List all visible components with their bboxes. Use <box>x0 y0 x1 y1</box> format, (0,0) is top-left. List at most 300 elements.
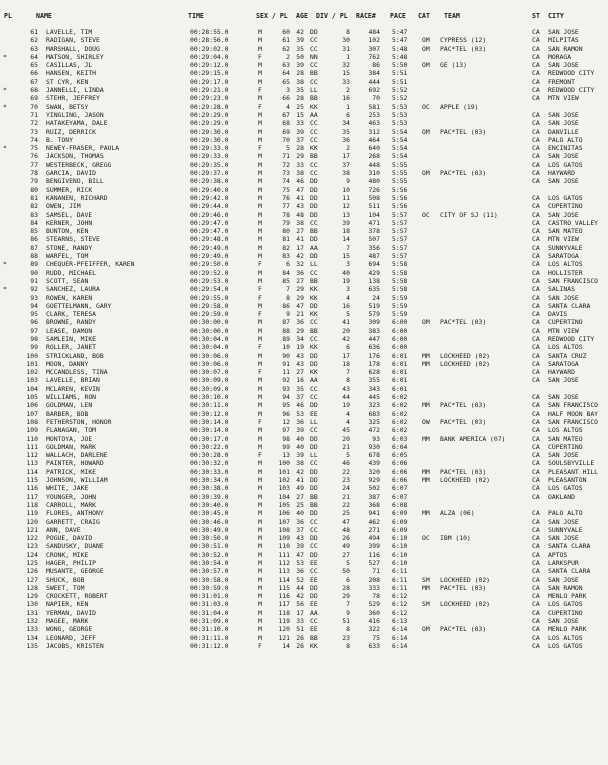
row-place: 86 <box>30 235 38 244</box>
table-row <box>0 36 608 44</box>
row-name: STEHR, JEFFREY <box>46 94 100 103</box>
row-name: YOUNGER, JOHN <box>46 492 97 501</box>
row-sex-place: 96 <box>282 409 290 418</box>
row-division-place: 39 <box>342 218 350 227</box>
row-place: 94 <box>30 301 38 310</box>
row-division: KK <box>310 293 318 302</box>
row-name: PAINTER, HOWARD <box>46 459 104 468</box>
row-time: 00:29:58.0 <box>190 301 229 310</box>
row-division: DD <box>310 28 318 36</box>
row-age: 19 <box>296 343 304 352</box>
row-age: 40 <box>296 434 304 443</box>
row-division: DD <box>310 359 318 368</box>
row-time: 00:31:04.0 <box>190 608 229 617</box>
row-time: 00:30:51.0 <box>190 542 229 551</box>
row-race-number: 102 <box>368 36 380 45</box>
row-sex: M <box>258 476 262 485</box>
row-division-place: 40 <box>342 268 350 277</box>
row-sex-place: 71 <box>282 152 290 161</box>
row-division: AA <box>310 376 318 385</box>
row-place: 118 <box>26 500 38 509</box>
table-row <box>0 61 608 69</box>
row-state: CA <box>532 633 540 642</box>
row-city: SAN RAMON <box>548 44 583 53</box>
row-team: IBM (10) <box>440 534 471 543</box>
row-state: CA <box>532 252 540 261</box>
row-division: CC <box>310 617 318 626</box>
row-race-number: 116 <box>368 550 380 559</box>
row-pace: 6:05 <box>392 451 408 460</box>
row-city: SAN JOSE <box>548 61 579 70</box>
row-division: EE <box>310 575 318 584</box>
row-division-place: 48 <box>342 525 350 534</box>
row-age: 29 <box>296 326 304 335</box>
row-city: SARATOGA <box>548 359 579 368</box>
row-race-number: 762 <box>368 52 380 61</box>
row-name: MAGEE, MARK <box>46 617 89 626</box>
row-division: CC <box>310 36 318 45</box>
row-state: CA <box>532 442 540 451</box>
row-pace: 6:02 <box>392 393 408 402</box>
row-age: 42 <box>296 467 304 476</box>
row-sex: M <box>258 567 262 576</box>
row-division: KK <box>310 310 318 319</box>
row-name: YINGLING, JASON <box>46 110 104 119</box>
row-division: BB <box>310 152 318 161</box>
row-name: SAMSEL, DAVE <box>46 210 93 219</box>
row-age: 38 <box>296 169 304 178</box>
row-pace: 5:47 <box>392 28 408 36</box>
table-row <box>0 609 608 617</box>
row-place: 101 <box>26 359 38 368</box>
row-sex-place: 98 <box>282 434 290 443</box>
row-division-place: 6 <box>346 575 350 584</box>
row-age: 39 <box>296 451 304 460</box>
row-name: PATRICK, MIKE <box>46 467 97 476</box>
row-time: 00:30:14.0 <box>190 426 229 435</box>
row-place: 97 <box>30 326 38 335</box>
row-sex: M <box>258 268 262 277</box>
row-pace: 6:10 <box>392 550 408 559</box>
row-category: OM <box>422 625 430 634</box>
row-division-place: 25 <box>342 509 350 518</box>
row-name: HANSEN, KEITH <box>46 69 97 78</box>
header-div-pl: DIV / PL <box>316 12 348 20</box>
row-sex: F <box>258 417 262 426</box>
row-time: 00:30:58.0 <box>190 575 229 584</box>
row-state: CA <box>532 69 540 78</box>
row-time: 00:30:28.0 <box>190 451 229 460</box>
table-row <box>0 260 608 268</box>
row-place: 108 <box>26 417 38 426</box>
row-city: SAN FRANCISCO <box>548 417 599 426</box>
row-age: 52 <box>296 575 304 584</box>
row-team: APPLE (19) <box>440 102 479 111</box>
row-division-place: 18 <box>342 227 350 236</box>
row-name: GOLDMAN, MARK <box>46 442 97 451</box>
row-state: CA <box>532 177 540 186</box>
row-place: 80 <box>30 185 38 194</box>
row-name: WHITE, JAKE <box>46 484 89 493</box>
table-row <box>0 86 608 94</box>
row-age: 27 <box>296 276 304 285</box>
table-row <box>0 78 608 86</box>
row-race-number: 633 <box>368 641 380 650</box>
row-sex-place: 8 <box>286 293 290 302</box>
row-time: 00:28:55.0 <box>190 28 229 36</box>
row-age: 41 <box>296 476 304 485</box>
row-race-number: 494 <box>368 534 380 543</box>
row-time: 00:29:40.0 <box>190 185 229 194</box>
row-sex: M <box>258 550 262 559</box>
row-sex-place: 69 <box>282 127 290 136</box>
row-race-number: 322 <box>368 625 380 634</box>
row-time: 00:31:12.0 <box>190 641 229 650</box>
row-race-number: 472 <box>368 426 380 435</box>
row-race-number: 271 <box>368 525 380 534</box>
row-pace: 5:58 <box>392 260 408 269</box>
row-place: 93 <box>30 293 38 302</box>
table-row <box>0 534 608 542</box>
row-category: MM <box>422 434 430 443</box>
row-place: 90 <box>30 268 38 277</box>
table-row <box>0 194 608 202</box>
row-place: 128 <box>26 583 38 592</box>
row-sex: M <box>258 69 262 78</box>
row-time: 00:29:23.0 <box>190 94 229 103</box>
row-sex: M <box>258 525 262 534</box>
row-team: PAC*TEL (03) <box>440 44 487 53</box>
row-sex-place: 79 <box>282 218 290 227</box>
row-name: ROLLER, JANET <box>46 343 97 352</box>
row-division-place: 43 <box>342 384 350 393</box>
row-race-number: 178 <box>368 359 380 368</box>
row-sex-place: 82 <box>282 243 290 252</box>
row-time: 00:29:29.0 <box>190 119 229 128</box>
row-race-number: 268 <box>368 152 380 161</box>
table-row <box>0 476 608 484</box>
row-age: 34 <box>296 334 304 343</box>
row-place: 114 <box>26 467 38 476</box>
row-state: CA <box>532 127 540 136</box>
row-city: PALO ALTO <box>548 509 583 518</box>
row-division: CC <box>310 334 318 343</box>
row-pace: 5:59 <box>392 301 408 310</box>
row-sex: M <box>258 127 262 136</box>
row-division-place: 23 <box>342 476 350 485</box>
row-sex: M <box>258 44 262 53</box>
row-city: LOS GATOS <box>548 193 583 202</box>
row-sex: M <box>258 94 262 103</box>
row-city: SAN JOSE <box>548 28 579 36</box>
row-state: CA <box>532 268 540 277</box>
row-name: LEASE, DAMON <box>46 326 93 335</box>
row-sex-place: 68 <box>282 119 290 128</box>
row-state: CA <box>532 44 540 53</box>
row-division: NN <box>310 52 318 61</box>
table-row <box>0 376 608 384</box>
row-city: SOULSBYVILLE <box>548 459 595 468</box>
row-race-number: 636 <box>368 343 380 352</box>
row-division-place: 15 <box>342 252 350 261</box>
row-race-number: 253 <box>368 110 380 119</box>
table-row <box>0 526 608 534</box>
row-sex-place: 2 <box>286 52 290 61</box>
row-state: CA <box>532 393 540 402</box>
row-race-number: 930 <box>368 442 380 451</box>
row-division-place: 35 <box>342 127 350 136</box>
row-sex: F <box>258 293 262 302</box>
table-row <box>0 426 608 434</box>
row-time: 00:30:50.0 <box>190 534 229 543</box>
row-state: CA <box>532 525 540 534</box>
row-sex-place: 10 <box>282 343 290 352</box>
row-division-place: 20 <box>342 326 350 335</box>
row-division-place: 17 <box>342 152 350 161</box>
row-name: YERMAN, DAVID <box>46 608 97 617</box>
row-race-number: 24 <box>372 293 380 302</box>
row-pace: 6:00 <box>392 326 408 335</box>
row-place: 107 <box>26 409 38 418</box>
row-place: 71 <box>30 110 38 119</box>
row-time: 00:29:59.0 <box>190 310 229 319</box>
row-division: AA <box>310 608 318 617</box>
row-age: 42 <box>296 252 304 261</box>
row-division: LL <box>310 86 318 95</box>
row-state: CA <box>532 310 540 319</box>
row-division: BB <box>310 633 318 642</box>
row-place: 77 <box>30 160 38 169</box>
row-pace: 6:09 <box>392 525 408 534</box>
table-row <box>0 277 608 285</box>
row-sex: M <box>258 334 262 343</box>
row-race-number: 694 <box>368 260 380 269</box>
row-place: 89 <box>30 260 38 269</box>
row-division: KK <box>310 144 318 153</box>
row-sex: M <box>258 542 262 551</box>
row-race-number: 464 <box>368 135 380 144</box>
row-race-number: 320 <box>368 467 380 476</box>
row-sex: M <box>258 252 262 261</box>
table-row <box>0 136 608 144</box>
row-pace: 6:12 <box>392 608 408 617</box>
row-age: 41 <box>296 235 304 244</box>
row-division: DD <box>310 592 318 601</box>
row-city: SAN JOSE <box>548 152 579 161</box>
row-name: ROWEN, KAREN <box>46 293 93 302</box>
row-place: 95 <box>30 310 38 319</box>
row-city: HAYWARD <box>548 169 575 178</box>
row-race-number: 312 <box>368 127 380 136</box>
row-category: SM <box>422 600 430 609</box>
row-division-place: 14 <box>342 235 350 244</box>
row-race-number: 929 <box>368 476 380 485</box>
row-age: 51 <box>296 625 304 634</box>
table-row <box>0 484 608 492</box>
row-sex: M <box>258 77 262 86</box>
row-name: CLARK, TERESA <box>46 310 97 319</box>
row-sex: M <box>258 36 262 45</box>
row-category: OC <box>422 102 430 111</box>
row-race-number: 447 <box>368 334 380 343</box>
row-age: 53 <box>296 409 304 418</box>
row-pace: 5:54 <box>392 144 408 153</box>
row-division: BB <box>310 492 318 501</box>
row-division: EE <box>310 600 318 609</box>
row-city: LOS ALTOS <box>548 633 583 642</box>
row-pace: 6:09 <box>392 509 408 518</box>
row-name: HAGER, PHILIP <box>46 559 97 567</box>
row-division-place: 18 <box>342 359 350 368</box>
row-sex-place: 76 <box>282 193 290 202</box>
row-state: CA <box>532 459 540 468</box>
row-sex: M <box>258 202 262 211</box>
row-sex-place: 90 <box>282 351 290 360</box>
row-pace: 5:57 <box>392 210 408 219</box>
table-row <box>0 119 608 127</box>
row-city: SAN JOSE <box>548 110 579 119</box>
row-place: 82 <box>30 202 38 211</box>
row-place: 102 <box>26 368 38 377</box>
row-state: CA <box>532 135 540 144</box>
row-age: 46 <box>296 177 304 186</box>
row-place: 69 <box>30 94 38 103</box>
row-pace: 5:56 <box>392 193 408 202</box>
row-city: SARATOGA <box>548 252 579 261</box>
row-name: ST CYR, KEN <box>46 77 89 86</box>
row-division-place: 6 <box>346 110 350 119</box>
row-place: 85 <box>30 227 38 236</box>
table-row <box>0 435 608 443</box>
row-time: 00:29:12.0 <box>190 61 229 70</box>
row-sex: F <box>258 285 262 294</box>
row-division-place: 36 <box>342 135 350 144</box>
row-category: OM <box>422 169 430 178</box>
header-pace: PACE <box>390 12 406 20</box>
row-age: 28 <box>296 69 304 78</box>
row-time: 00:30:34.0 <box>190 476 229 485</box>
row-sex: F <box>258 368 262 377</box>
row-pace: 6:02 <box>392 409 408 418</box>
row-division-place: 11 <box>342 193 350 202</box>
row-pace: 6:08 <box>392 500 408 509</box>
row-race-number: 471 <box>368 218 380 227</box>
table-row <box>0 385 608 393</box>
row-state: CA <box>532 617 540 626</box>
row-state: CA <box>532 235 540 244</box>
row-sex: M <box>258 276 262 285</box>
row-sex: M <box>258 608 262 617</box>
row-place: 105 <box>26 393 38 402</box>
row-division-place: 9 <box>346 608 350 617</box>
row-state: CA <box>532 368 540 377</box>
row-category: OC <box>422 534 430 543</box>
row-age: 46 <box>296 401 304 410</box>
row-state: CA <box>532 61 540 70</box>
row-city: HALF MOON BAY <box>548 409 599 418</box>
row-division: CC <box>310 218 318 227</box>
row-category: MM <box>422 476 430 485</box>
row-time: 00:31:01.0 <box>190 592 229 601</box>
row-name: KANANEN, RICHARD <box>46 193 108 202</box>
row-sex-place: 74 <box>282 177 290 186</box>
row-name: MCLAREN, KEVIN <box>46 384 100 393</box>
row-city: DAVIS <box>548 310 568 319</box>
row-time: 00:30:33.0 <box>190 467 229 476</box>
row-sex-place: 93 <box>282 384 290 393</box>
row-race-number: 527 <box>368 559 380 567</box>
table-row <box>0 318 608 326</box>
row-place: 126 <box>26 567 38 576</box>
row-pace: 5:55 <box>392 169 408 178</box>
row-place: 83 <box>30 210 38 219</box>
row-name: STEARNS, STEVE <box>46 235 100 244</box>
row-city: SAN JOSE <box>548 393 579 402</box>
table-row <box>0 227 608 235</box>
row-pace: 6:06 <box>392 467 408 476</box>
row-age: 36 <box>296 417 304 426</box>
row-age: 33 <box>296 617 304 626</box>
row-division-place: 22 <box>342 500 350 509</box>
row-name: MUSANTE, GEORGE <box>46 567 104 576</box>
row-sex: M <box>258 583 262 592</box>
row-division: BB <box>310 276 318 285</box>
row-name: MCCANDLESS, TINA <box>46 368 108 377</box>
row-time: 00:29:42.0 <box>190 193 229 202</box>
row-sex: M <box>258 119 262 128</box>
row-city: OAKLAND <box>548 492 575 501</box>
row-state: CA <box>532 583 540 592</box>
row-pace: 6:07 <box>392 492 408 501</box>
row-division-place: 44 <box>342 393 350 402</box>
row-division-place: 30 <box>342 36 350 45</box>
row-time: 00:30:09.0 <box>190 376 229 385</box>
row-sex-place: 83 <box>282 252 290 261</box>
row-city: LOS GATOS <box>548 600 583 609</box>
row-time: 00:30:14.0 <box>190 417 229 426</box>
row-city: DANVILLE <box>548 127 579 136</box>
row-time: 00:30:40.0 <box>190 500 229 509</box>
row-state: CA <box>532 534 540 543</box>
row-division-place: 42 <box>342 334 350 343</box>
row-race-number: 333 <box>368 583 380 592</box>
row-time: 00:29:50.0 <box>190 260 229 269</box>
row-race-number: 176 <box>368 351 380 360</box>
row-sex-place: 14 <box>282 641 290 650</box>
row-division: DD <box>310 484 318 493</box>
row-time: 00:30:04.0 <box>190 343 229 352</box>
row-age: 36 <box>296 318 304 327</box>
row-pace: 5:56 <box>392 202 408 211</box>
row-division: DD <box>310 442 318 451</box>
row-age: 39 <box>296 426 304 435</box>
row-race-number: 387 <box>368 492 380 501</box>
row-name: RADIGAN, STEVE <box>46 36 100 45</box>
row-team: PAC*TEL (03) <box>440 401 487 410</box>
row-race-number: 484 <box>368 28 380 36</box>
row-pace: 5:58 <box>392 268 408 277</box>
row-name: CASILLAS, JL <box>46 61 93 70</box>
row-division: DD <box>310 252 318 261</box>
row-place: 99 <box>30 343 38 352</box>
row-sex-place: 102 <box>278 476 290 485</box>
row-pace: 5:52 <box>392 94 408 103</box>
row-sex: M <box>258 459 262 468</box>
row-place: 106 <box>26 401 38 410</box>
row-pace: 6:04 <box>392 442 408 451</box>
row-division-place: 51 <box>342 617 350 626</box>
row-city: LOS ALTOS <box>548 260 583 269</box>
